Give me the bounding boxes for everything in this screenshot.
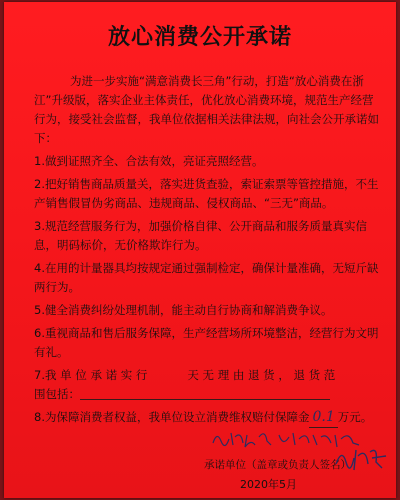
document-body — [34, 72, 380, 428]
commitment-item-6: 6.重视商品和售后服务保障，生产经营场所环境整洁，经营行为文明有礼。 — [34, 326, 379, 359]
commitment-item-1: 1.做到证照齐全、合法有效，亮证亮照经营。 — [34, 154, 264, 168]
signer-label: 承诺单位（盖章或负责人签名） — [204, 459, 351, 471]
commitment-item-3: 3.规范经营服务行为，加强价格自律、公开商品和服务质量真实信息，明码标价，无价格欺诈行为。 — [34, 219, 367, 252]
document-title: 放心消费公开承诺 — [107, 25, 292, 50]
guarantee-amount: 0.1 — [309, 408, 337, 428]
commitment-item-8 — [34, 408, 380, 428]
commitment-item-4: 4.在用的计量器具均按规定通过强制检定，确保计量准确，无短斤缺两行为。 — [34, 261, 379, 294]
document-date: 2020年5月 — [240, 478, 297, 491]
item7-scope-label: 围包括： — [34, 387, 80, 401]
item7-prefix: 7.我 单 位 承 诺 实 行 — [34, 368, 148, 382]
commitment-item-5: 5.健全消费纠纷处理机制，能主动自行协商和解消费争议。 — [34, 303, 333, 317]
scope-blank-line — [80, 387, 330, 400]
commitment-paper — [4, 2, 396, 498]
commitment-item-7 — [34, 366, 380, 404]
item8-suffix: 万元。 — [337, 410, 373, 424]
item7-suffix: 天 无 理 由 退 货 ， 退 货 范 — [187, 368, 336, 382]
signature-mark — [332, 444, 390, 474]
item8-prefix: 8.为保障消费者权益，我单位设立消费维权赔付保障金 — [34, 410, 310, 424]
intro-paragraph: 为进一步实施“满意消费长三角”行动，打造“放心消费在浙江”升级版，落实企业主体责任，优化放心消费环境，规范生产经营行为，接受社会监督，我单位依据相关法律法规，向社会公开承诺如下： — [34, 74, 379, 145]
commitment-item-2: 2.把好销售商品质量关，落实进货查验，索证索票等管控措施，不生产销售假冒伪劣商品、违规商品、侵权商品、“三无”商品。 — [34, 177, 379, 210]
